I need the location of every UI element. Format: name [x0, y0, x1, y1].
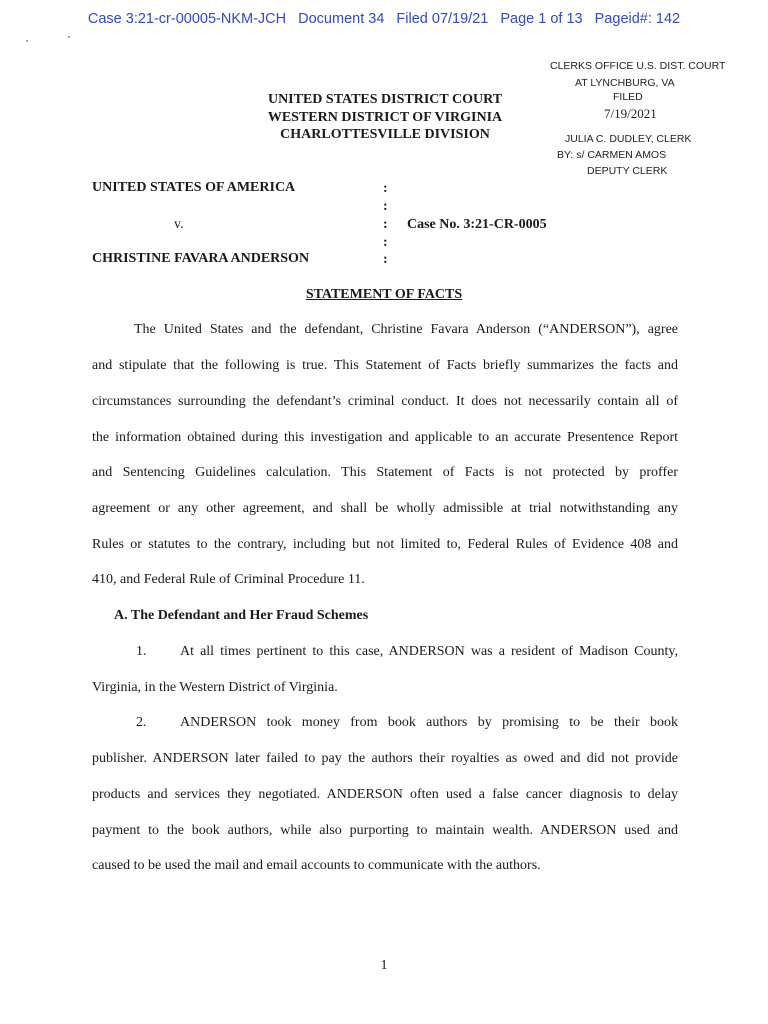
- court-heading: [250, 91, 520, 144]
- intro-line: the information obtained during this investigation and applicable to an accurate Presentence Report: [92, 430, 678, 445]
- stamp-line-3: FILED: [613, 91, 643, 103]
- intro-line: and Sentencing Guidelines calculation. This Statement of Facts is not protected by proffer: [92, 465, 678, 480]
- scan-speck: [26, 40, 28, 42]
- paragraph-line: At all times pertinent to this case, ANDERSON was a resident of Madison County,: [180, 644, 678, 659]
- header-filed: Filed 07/19/21: [396, 11, 489, 27]
- stamp-date: 7/19/2021: [604, 106, 657, 121]
- intro-line: agreement or any other agreement, and shall be wholly admissible at trial notwithstanding any: [92, 501, 678, 516]
- paragraph-line: publisher. ANDERSON later failed to pay the authors their royalties as owed and did not provide: [92, 751, 678, 766]
- caption-colon: :: [383, 181, 388, 196]
- document-title: STATEMENT OF FACTS: [305, 287, 463, 302]
- stamp-deputy: DEPUTY CLERK: [587, 165, 668, 177]
- stamp-line-1: CLERKS OFFICE U.S. DIST. COURT: [550, 60, 726, 72]
- paragraph-line: caused to be used the mail and email accounts to communicate with the authors.: [92, 858, 541, 873]
- intro-line: and stipulate that the following is true. This Statement of Facts briefly summarizes the facts and: [92, 358, 678, 373]
- court-line-3: CHARLOTTESVILLE DIVISION: [280, 127, 490, 142]
- paragraph-line: products and services they negotiated. ANDERSON often used a false cancer diagnosis to delay: [92, 787, 678, 802]
- caption-colon: :: [383, 235, 388, 250]
- intro-line: Rules or statutes to the contrary, including but not limited to, Federal Rules of Evidence 408 and: [92, 537, 678, 552]
- intro-line: The United States and the defendant, Christine Favara Anderson (“ANDERSON”), agree: [134, 322, 678, 337]
- stamp-clerk: JULIA C. DUDLEY, CLERK: [565, 133, 692, 145]
- paragraph-number: 2.: [136, 715, 147, 730]
- court-line-2: WESTERN DISTRICT OF VIRGINIA: [267, 109, 503, 125]
- caption-defendant: CHRISTINE FAVARA ANDERSON: [92, 251, 310, 266]
- caption-colon: :: [383, 217, 388, 232]
- header-pageid: Pageid#: 142: [594, 11, 681, 27]
- caption-colon: :: [383, 252, 388, 267]
- ecf-header: [0, 11, 768, 27]
- paragraph-line: payment to the book authors, while also purporting to maintain wealth. ANDERSON used and: [92, 823, 678, 838]
- scan-speck: [68, 36, 70, 38]
- header-page: Page 1 of 13: [500, 11, 583, 27]
- paragraph-line: ANDERSON took money from book authors by promising to be their book: [180, 715, 678, 730]
- caption-case-number: Case No. 3:21-CR-0005: [407, 217, 547, 232]
- intro-line: circumstances surrounding the defendant’s criminal conduct. It does not necessarily contain all of: [92, 394, 678, 409]
- stamp-by: BY: s/ CARMEN AMOS: [557, 149, 667, 161]
- header-document: Document 34: [298, 11, 385, 27]
- header-case: Case 3:21-cr-00005-NKM-JCH: [87, 11, 287, 27]
- paragraph-number: 1.: [136, 644, 147, 659]
- paragraph-line: Virginia, in the Western District of Virginia.: [92, 680, 338, 695]
- court-line-1: UNITED STATES DISTRICT COURT: [267, 92, 503, 107]
- caption-versus: v.: [174, 217, 184, 232]
- section-heading: A. The Defendant and Her Fraud Schemes: [114, 608, 369, 623]
- caption-colon: :: [383, 199, 388, 214]
- caption-plaintiff: UNITED STATES OF AMERICA: [92, 180, 296, 195]
- intro-line: 410, and Federal Rule of Criminal Procedure 11.: [92, 572, 365, 587]
- stamp-line-2: AT LYNCHBURG, VA: [575, 77, 675, 89]
- page-number: 1: [380, 958, 388, 973]
